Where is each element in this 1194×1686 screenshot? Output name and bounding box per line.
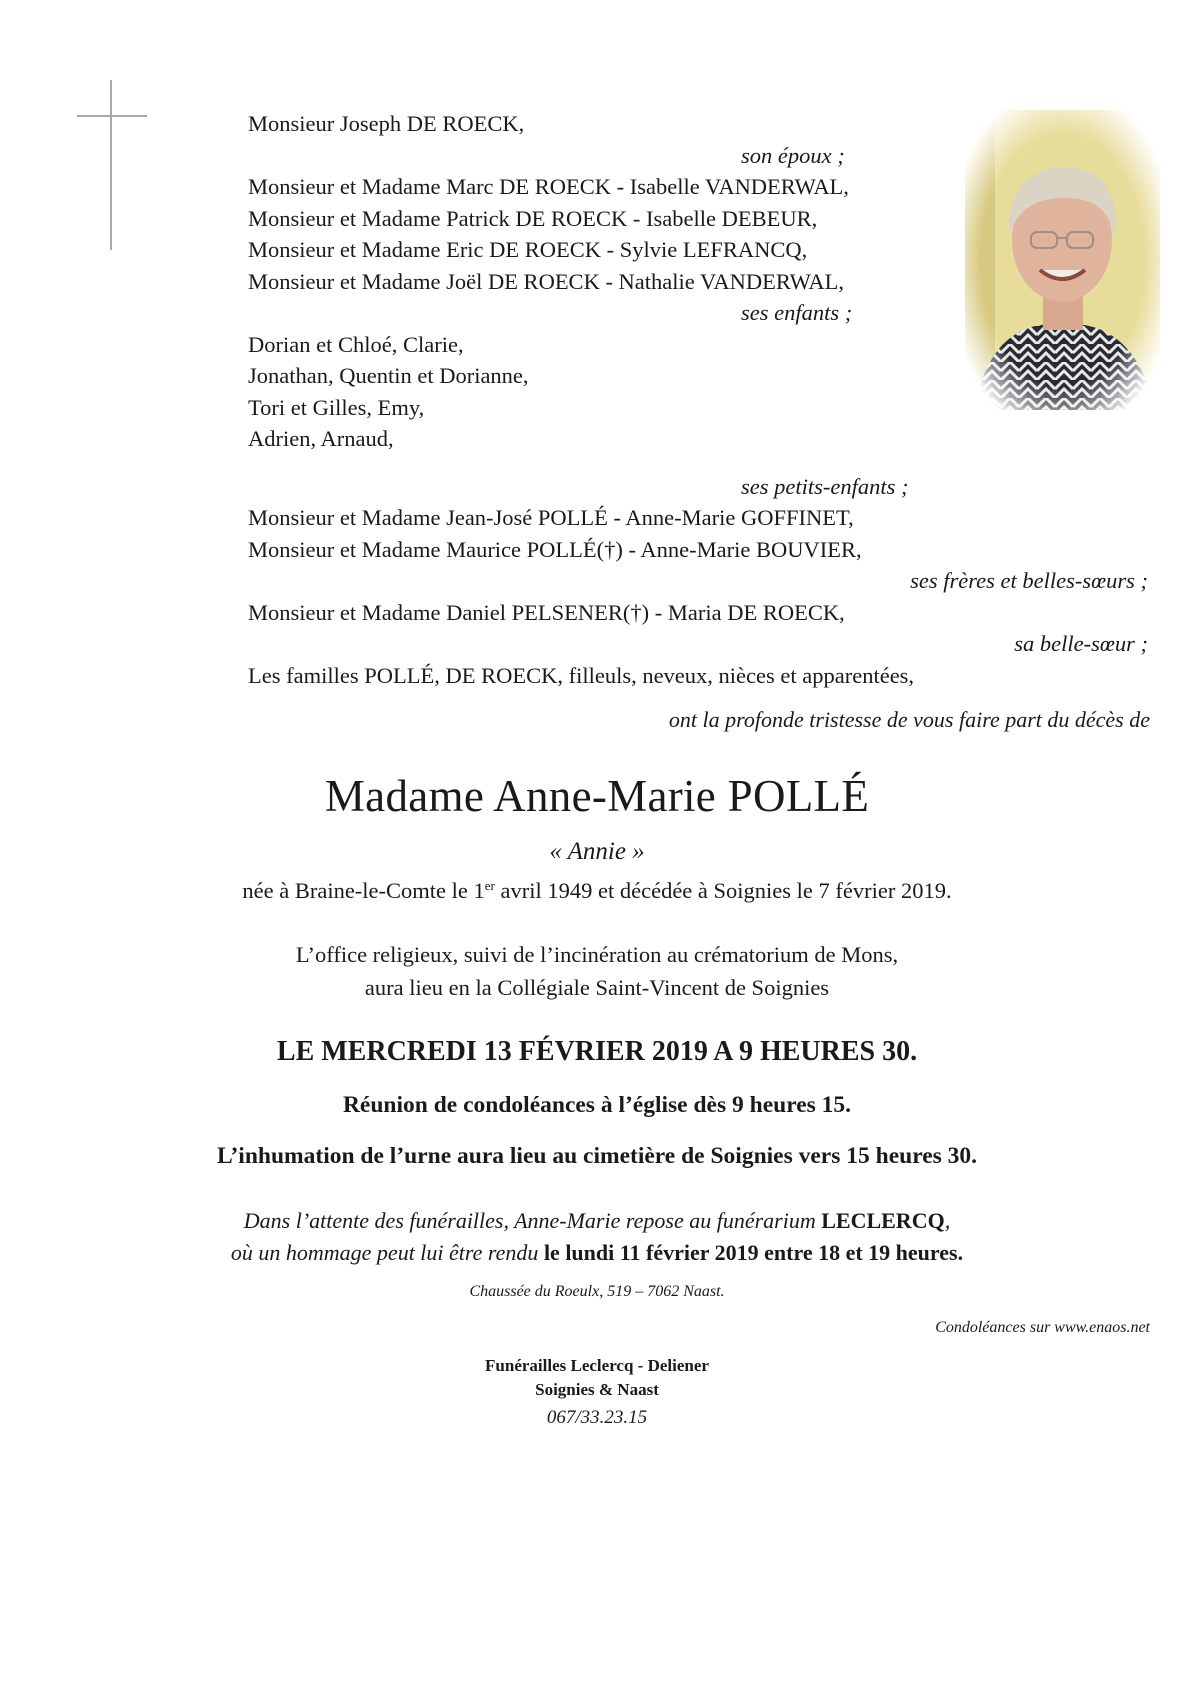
undertaker-phone: 067/33.23.15	[546, 1407, 648, 1428]
cross-icon	[77, 80, 147, 250]
deceased-name: Madame Anne-Marie POLLÉ	[324, 771, 870, 821]
sister-in-law-role: sa belle-sœur ;	[1014, 631, 1148, 656]
spouse-role: son époux ;	[741, 142, 845, 168]
ceremony-date: LE MERCREDI 13 FÉVRIER 2019 A 9 HEURES 30.	[276, 1036, 918, 1067]
announcement-text: ont la profonde tristesse de vous faire part du décès de	[668, 707, 1150, 732]
child-line: Monsieur et Madame Marc DE ROECK - Isabelle VANDERWAL,	[248, 174, 849, 199]
spouse-line: Monsieur Joseph DE ROECK,	[248, 111, 525, 136]
children-role: ses enfants ;	[741, 300, 853, 325]
grandchild-line: Tori et Gilles, Emy,	[248, 394, 425, 420]
condolence-meeting: Réunion de condoléances à l’église dès 9 heures 15.	[342, 1092, 852, 1118]
grandchild-line: Adrien, Arnaud,	[248, 426, 394, 451]
child-line: Monsieur et Madame Patrick DE ROECK - Isabelle DEBEUR,	[248, 205, 818, 231]
sibling-line: Monsieur et Madame Maurice POLLÉ(†) - Anne-Marie BOUVIER,	[248, 536, 862, 562]
funerarium-line-1: Dans l’attente des funérailles, Anne-Marie repose au funérarium LECLERCQ,	[243, 1208, 951, 1233]
undertaker-name: Funérailles Leclercq - Deliener	[485, 1356, 709, 1375]
siblings-role: ses frères et belles-sœurs ;	[910, 568, 1148, 593]
birth-death-line: née à Braine-le-Comte le 1er avril 1949 et décédée à Soignies le 7 février 2019.	[242, 878, 952, 903]
grandchildren-role: ses petits-enfants ;	[741, 473, 909, 499]
child-line: Monsieur et Madame Joël DE ROECK - Nathalie VANDERWAL,	[248, 268, 844, 294]
inhumation-line: L’inhumation de l’urne aura lieu au cimetière de Soignies vers 15 heures 30.	[216, 1143, 978, 1169]
funerarium-line-2: où un hommage peut lui être rendu le lundi 11 février 2019 entre 18 et 19 heures.	[230, 1240, 964, 1265]
deceased-nickname: « Annie »	[549, 838, 645, 865]
sister-in-law-line: Monsieur et Madame Daniel PELSENER(†) - Maria DE ROECK,	[248, 599, 845, 625]
funerarium-address: Chaussée du Roeulx, 519 – 7062 Naast.	[469, 1283, 725, 1300]
child-line: Monsieur et Madame Eric DE ROECK - Sylvie LEFRANCQ,	[248, 237, 808, 262]
family-list	[248, 108, 1148, 691]
sibling-line: Monsieur et Madame Jean-José POLLÉ - Anne-Marie GOFFINET,	[248, 505, 854, 530]
office-line-1: L’office religieux, suivi de l’incinération au crématorium de Mons,	[295, 942, 899, 967]
grandchild-line: Dorian et Chloé, Clarie,	[248, 331, 464, 357]
families-line: Les familles POLLÉ, DE ROECK, filleuls, neveux, nièces et apparentées,	[248, 662, 915, 688]
condolences-link[interactable]: Condoléances sur www.enaos.net	[935, 1319, 1150, 1336]
undertaker-location: Soignies & Naast	[535, 1380, 659, 1399]
grandchild-line: Jonathan, Quentin et Dorianne,	[248, 363, 529, 388]
office-line-2: aura lieu en la Collégiale Saint-Vincent de Soignies	[364, 975, 830, 1000]
